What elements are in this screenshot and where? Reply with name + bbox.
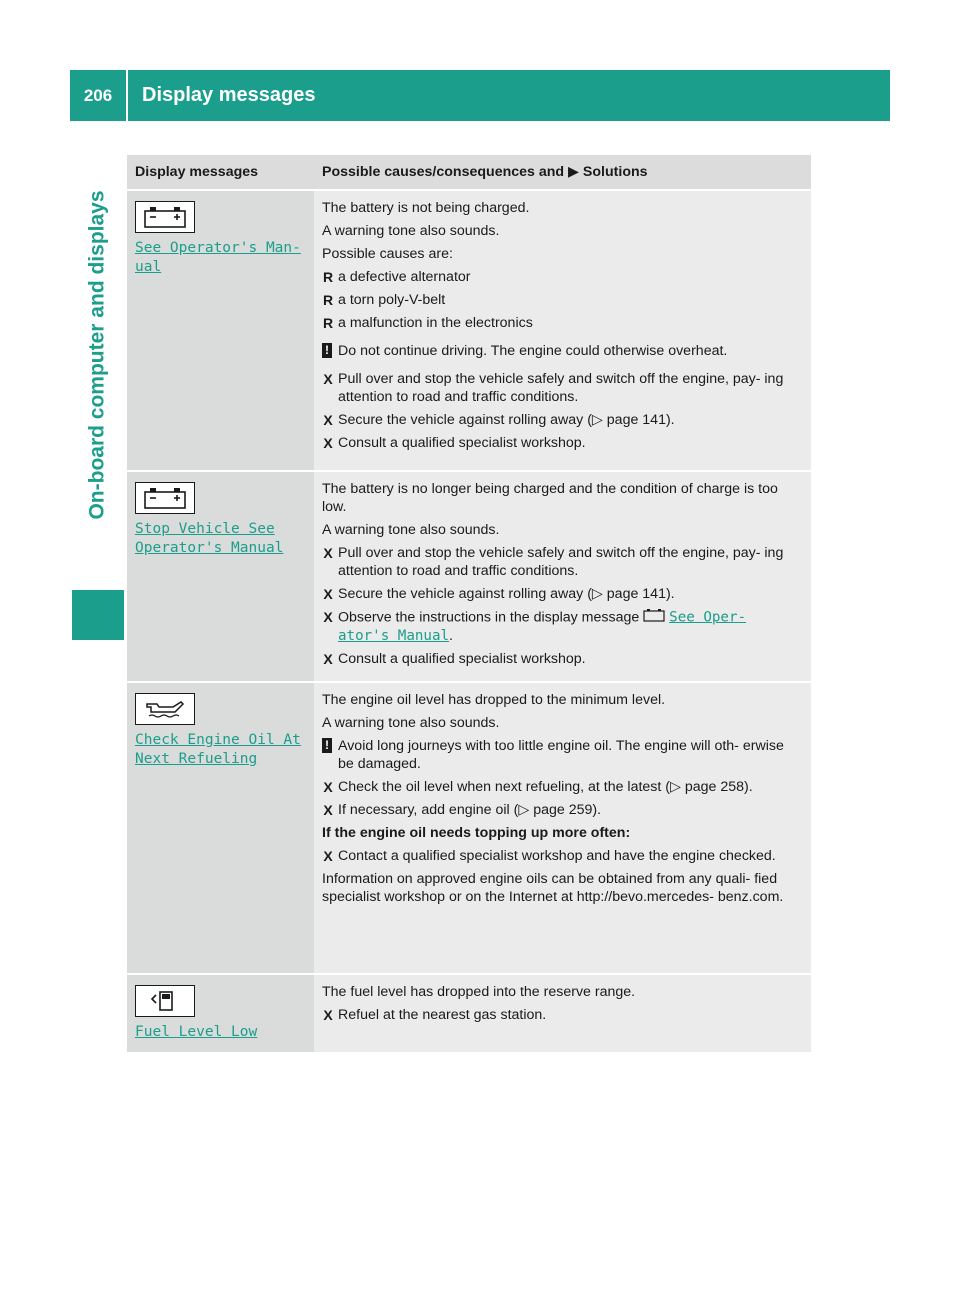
- step-item: [322, 411, 803, 429]
- paragraph: The engine oil level has dropped to the minimum level.: [322, 692, 666, 708]
- oil-can-icon: [135, 693, 195, 725]
- page-title: Display messages: [142, 84, 316, 106]
- column-header-pre: Possible causes/consequences and: [322, 164, 565, 180]
- battery-icon: [643, 608, 665, 627]
- battery-icon: [135, 482, 195, 514]
- bullet-text: a defective alternator: [338, 269, 471, 285]
- step-item: [322, 544, 803, 580]
- step-marker: X: [323, 848, 333, 864]
- message-cell: [127, 682, 314, 974]
- subheading: If the engine oil needs topping up more often:: [322, 825, 631, 841]
- warning-text: Do not continue driving. The engine could otherwise overheat.: [338, 343, 728, 359]
- step-item: [322, 608, 803, 645]
- warning-item: [322, 342, 803, 360]
- step-item: [322, 434, 803, 452]
- bullet-marker: R: [322, 315, 334, 331]
- battery-icon: [135, 201, 195, 233]
- side-tab-block: [72, 590, 124, 640]
- warning-item: [322, 737, 803, 773]
- step-marker: X: [323, 1007, 333, 1023]
- step-marker: X: [323, 802, 333, 818]
- message-cell: [127, 974, 314, 1052]
- page-number: 206: [83, 85, 113, 105]
- column-header-messages: Display messages: [127, 155, 314, 190]
- arrow-icon: ▶: [568, 164, 579, 180]
- table-row: [127, 471, 811, 682]
- column-header-post: Solutions: [582, 164, 648, 180]
- table-row: [127, 974, 811, 1052]
- step-item: [322, 370, 803, 406]
- bullet-item: [322, 268, 803, 286]
- solution-cell: [314, 190, 811, 471]
- side-tab-label: On-board computer and displays: [86, 190, 109, 520]
- table-row: [127, 190, 811, 471]
- step-marker: X: [323, 371, 333, 387]
- step-text: Secure the vehicle against rolling away (▷ page 141).: [338, 412, 675, 428]
- table-row: [127, 682, 811, 974]
- step-text: Consult a qualified specialist workshop.: [338, 435, 586, 451]
- solution-cell: [314, 471, 811, 682]
- warning-text: Avoid long journeys with too little engine oil. The engine will oth‑ erwise be damaged.: [338, 738, 784, 772]
- paragraph: Information on approved engine oils can be obtained from any quali‑ fied specialist workshop or on the Internet at http://bevo.mercedes‑ benz.com.: [322, 871, 784, 905]
- warning-icon: !: [322, 343, 332, 358]
- step-item: [322, 847, 803, 865]
- step-item: [322, 650, 803, 668]
- solution-cell: [314, 682, 811, 974]
- step-text: Check the oil level when next refueling, at the latest (▷ page 258).: [338, 779, 753, 795]
- step-item: [322, 778, 803, 796]
- paragraph: The battery is not being charged.: [322, 200, 530, 216]
- step-item: [322, 1006, 803, 1024]
- message-text: See Operator's Man‑ ual: [135, 240, 301, 275]
- step-marker: X: [323, 779, 333, 795]
- bullet-item: [322, 314, 803, 332]
- step-marker: X: [323, 586, 333, 602]
- paragraph: The battery is no longer being charged and the condition of charge is too low.: [322, 481, 778, 515]
- bullet-marker: R: [322, 269, 334, 285]
- message-link[interactable]: See Oper‑ ator's Manual: [338, 609, 747, 644]
- fuel-pump-icon: [135, 985, 195, 1017]
- bullet-text: a torn poly-V-belt: [338, 292, 446, 308]
- step-text: Observe the instructions in the display message: [338, 609, 640, 626]
- table-header-row: [127, 155, 811, 190]
- step-item: [322, 585, 803, 603]
- step-marker: X: [323, 651, 333, 667]
- paragraph: A warning tone also sounds.: [322, 522, 500, 538]
- bullet-marker: R: [322, 292, 334, 308]
- step-text-end: .: [449, 628, 453, 644]
- side-tab: [72, 125, 124, 585]
- solution-cell: [314, 974, 811, 1052]
- step-item: [322, 801, 803, 819]
- step-text: Consult a qualified specialist workshop.: [338, 651, 586, 667]
- page-header: [70, 70, 890, 121]
- bullet-item: [322, 291, 803, 309]
- warning-icon: !: [322, 738, 332, 753]
- message-cell: [127, 190, 314, 471]
- message-text: Fuel Level Low: [135, 1024, 258, 1040]
- step-text: Pull over and stop the vehicle safely and switch off the engine, pay‑ ing attention to road and traffic conditions.: [338, 545, 784, 579]
- column-header-causes: [314, 155, 811, 190]
- step-text: If necessary, add engine oil (▷ page 259).: [338, 802, 602, 818]
- step-marker: X: [323, 435, 333, 451]
- step-text: Contact a qualified specialist workshop and have the engine checked.: [338, 848, 776, 864]
- paragraph: A warning tone also sounds.: [322, 223, 500, 239]
- message-text: Check Engine Oil At Next Refueling: [135, 732, 301, 767]
- step-text: Secure the vehicle against rolling away (▷ page 141).: [338, 586, 675, 602]
- step-marker: X: [323, 609, 333, 625]
- paragraph: A warning tone also sounds.: [322, 715, 500, 731]
- step-text: Pull over and stop the vehicle safely and switch off the engine, pay‑ ing attention to road and traffic conditions.: [338, 371, 784, 405]
- bullet-text: a malfunction in the electronics: [338, 315, 533, 331]
- display-messages-table: [127, 155, 811, 1052]
- paragraph: Possible causes are:: [322, 246, 453, 262]
- step-text: Refuel at the nearest gas station.: [338, 1007, 547, 1023]
- step-marker: X: [323, 412, 333, 428]
- paragraph: The fuel level has dropped into the reserve range.: [322, 984, 636, 1000]
- message-text: Stop Vehicle See Operator's Manual: [135, 521, 284, 556]
- message-cell: [127, 471, 314, 682]
- step-marker: X: [323, 545, 333, 561]
- header-divider: [126, 70, 128, 121]
